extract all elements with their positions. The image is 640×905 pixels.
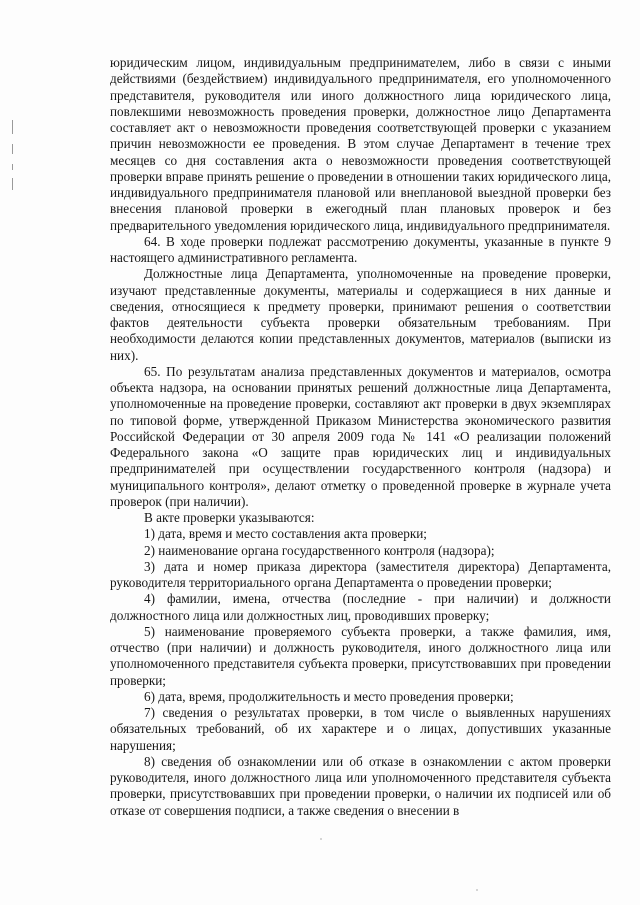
- list-item: 3) дата и номер приказа директора (заместителя директора) Департамента, руководителя территориального органа Департамента о проведении проверки;: [110, 558, 611, 590]
- list-item: 8) сведения об ознакомлении или об отказе в ознакомлении с актом проверки руководителя, иного должностного лица или уполномоченного представителя субъекта проверки, присутствовавших при проведении проверки, о наличии их подписей или об отказе от совершения подписи, а также сведения о внесении в: [110, 753, 611, 818]
- scan-speck: [476, 889, 478, 891]
- document-text: [110, 55, 611, 819]
- list-item: 6) дата, время, продолжительность и место проведения проверки;: [144, 688, 514, 704]
- list-item: 7) сведения о результатах проверки, в том числе о выявленных нарушениях обязательных требований, об их характере и о лицах, допустивших указанные нарушения;: [110, 705, 611, 753]
- scan-speck: [320, 838, 322, 840]
- binding-marks: [12, 120, 20, 200]
- paragraph: Должностные лица Департамента, уполномоченные на проведение проверки, изучают представленные документы, материалы и содержащиеся в них данные и сведения, относящиеся к предмету проверки, принимают решения о соответствии фактов деятельности субъекта проверки обязательным требованиям. При необходимости делаются копии представленных документов, материалов (выписки из них).: [110, 266, 611, 363]
- paragraph: юридическим лицом, индивидуальным предпринимателем, либо в связи с иными действиями (бездействием) индивидуального предпринимателя, его уполномоченного представителя, руководителя или иного должностного лица юридического лица, повлекшими невозможность проведения проверки, должностное лицо Департамента составляет акт о невозможности проведения соответствующей проверки с указанием причин невозможности ее проведения. В этом случае Департамент в течение трех месяцев со дня составления акта о невозможности проведения соответствующей проверки вправе принять решение о проведении в отношении таких юридического лица, индивидуального предпринимателя плановой или внеплановой выездной проверки без внесения плановой проверки в ежегодный план плановых проверок и без предварительного уведомления юридического лица, индивидуального предпринимателя.: [110, 55, 611, 233]
- list-item: 5) наименование проверяемого субъекта проверки, а также фамилия, имя, отчество (при наличии) и должность руководителя, иного должностного лица или уполномоченного представителя субъекта проверки, присутствовавших при проведении проверки;: [110, 623, 611, 688]
- list-item: 1) дата, время и место составления акта проверки;: [144, 526, 427, 542]
- list-item: 4) фамилии, имена, отчества (последние - при наличии) и должности должностного лица или должностных лиц, проводивших проверку;: [110, 591, 611, 623]
- paragraph-65: 65. По результатам анализа представленных документов и материалов, осмотра объекта надзора, на основании принятых решений должностные лица Департамента, уполномоченные на проведение проверки, составляют акт проверки в двух экземплярах по типовой форме, утвержденной Приказом Министерства экономического развития Российской Федерации от 30 апреля 2009 года № 141 «О реализации положений Федерального закона «О защите прав юридических лиц и индивидуальных предпринимателей при осуществлении государственного контроля (надзора) и муниципального контроля», делают отметку о проведенной проверке в журнале учета проверок (при наличии).: [110, 363, 611, 509]
- list-intro: В акте проверки указываются:: [144, 510, 315, 525]
- paragraph-64: 64. В ходе проверки подлежат рассмотрению документы, указанные в пункте 9 настоящего административного регламента.: [110, 233, 611, 265]
- list-item: 2) наименование органа государственного контроля (надзора);: [144, 542, 495, 558]
